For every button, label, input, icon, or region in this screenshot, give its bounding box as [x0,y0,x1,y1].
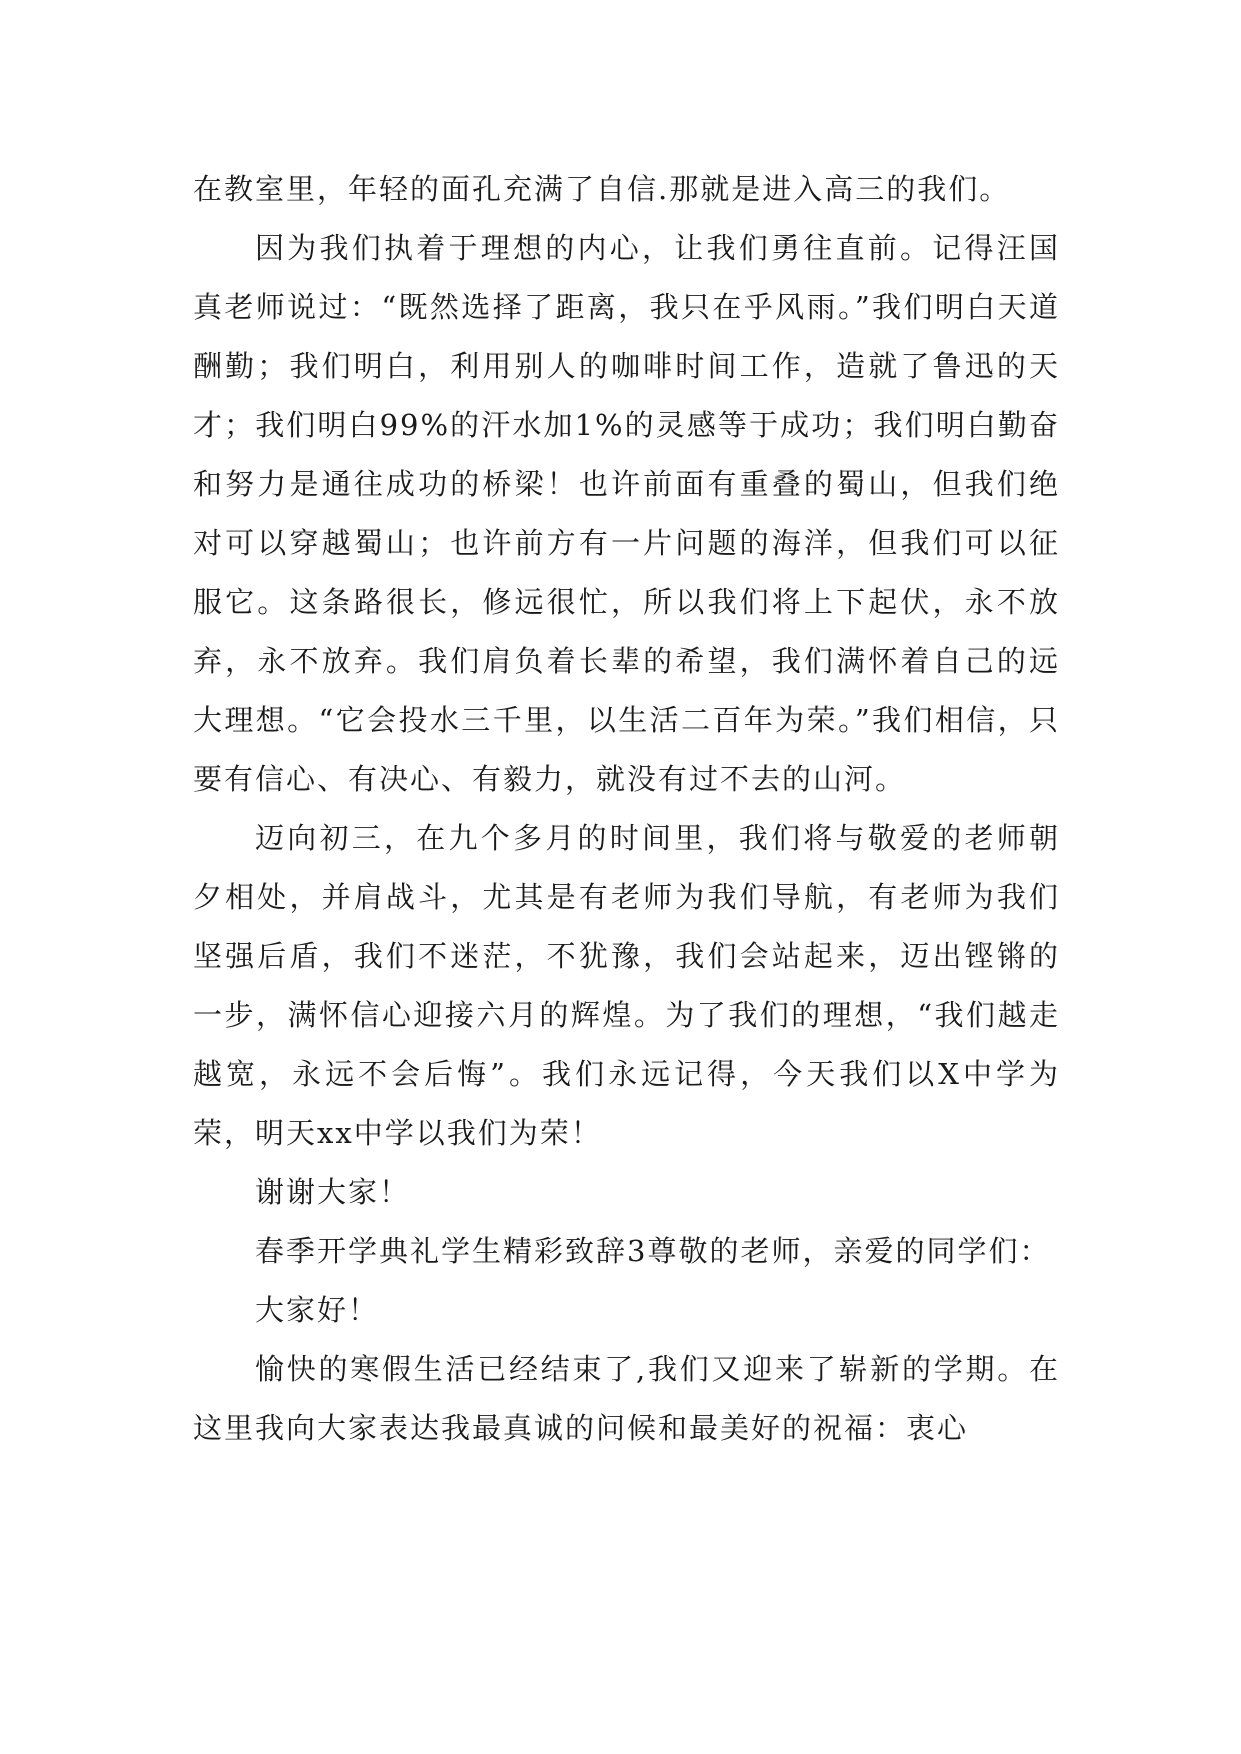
paragraph-1: 在教室里，年轻的面孔充满了自信.那就是进入高三的我们。 [193,172,1011,206]
paragraph-7: 愉快的寒假生活已经结束了,我们又迎来了崭新的学期。在这里我向大家表达我最真诚的问候和最美好的祝福：衷心 [193,1352,1060,1445]
paragraph-6: 大家好！ [255,1293,380,1327]
paragraph-2: 因为我们执着于理想的内心，让我们勇往直前。记得汪国真老师说过：“既然选择了距离，我只在乎风雨。”我们明白天道酬勤；我们明白，利用别人的咖啡时间工作，造就了鲁迅的天才；我们明白99%的汗水加1%的灵感等于成功；我们明白勤奋和努力是通往成功的桥梁！也许前面有重叠的蜀山，但我们绝对可以穿越蜀山；也许前方有一片问题的海洋，但我们可以征服它。这条路很长，修远很忙，所以我们将上下起伏，永不放弃，永不放弃。我们肩负着长辈的希望，我们满怀着自己的远大理想。“它会投水三千里，以生活二百年为荣。”我们相信，只要有信心、有决心、有毅力，就没有过不去的山河。 [193,231,1060,796]
paragraph-5: 春季开学典礼学生精彩致辞3尊敬的老师，亲爱的同学们： [255,1234,1051,1268]
document-body [193,160,1060,1458]
paragraph-4: 谢谢大家！ [255,1175,411,1209]
paragraph-3: 迈向初三，在九个多月的时间里，我们将与敬爱的老师朝夕相处，并肩战斗，尤其是有老师为我们导航，有老师为我们坚强后盾，我们不迷茫，不犹豫，我们会站起来，迈出铿锵的一步，满怀信心迎接六月的辉煌。为了我们的理想，“我们越走越宽，永远不会后悔”。我们永远记得，今天我们以X中学为荣，明天xx中学以我们为荣！ [193,821,1060,1150]
